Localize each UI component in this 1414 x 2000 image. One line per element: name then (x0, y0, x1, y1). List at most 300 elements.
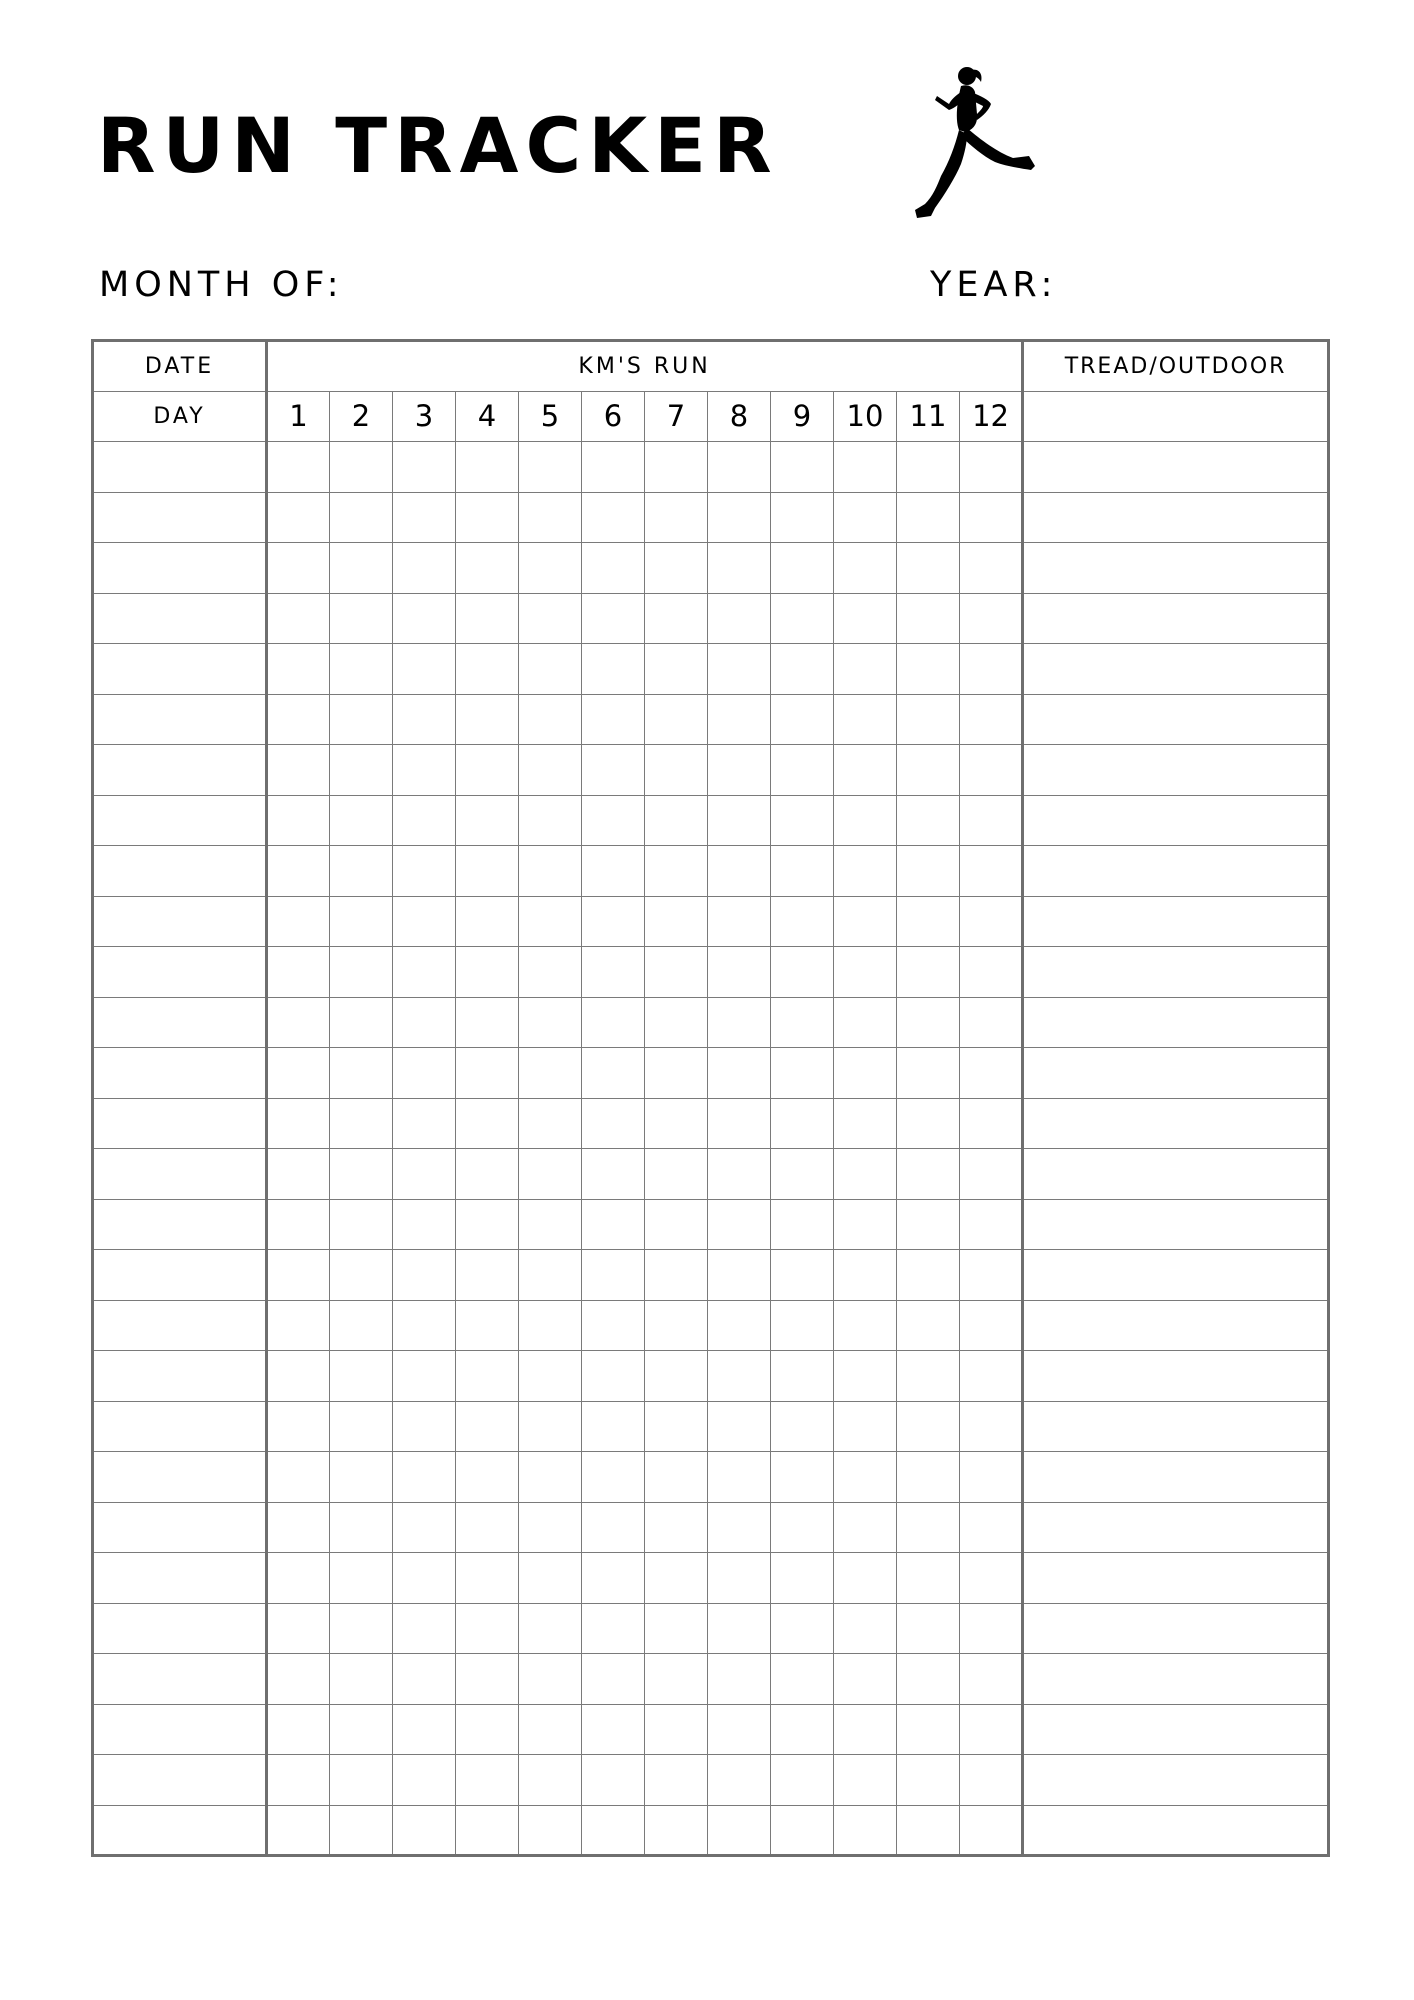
tread-outdoor-cell[interactable] (1023, 896, 1329, 947)
km-cell[interactable] (519, 1704, 582, 1755)
km-cell[interactable] (582, 795, 645, 846)
km-cell[interactable] (708, 1149, 771, 1200)
km-cell[interactable] (645, 997, 708, 1048)
km-cell[interactable] (393, 644, 456, 695)
date-cell[interactable] (93, 1603, 267, 1654)
km-cell[interactable] (645, 694, 708, 745)
km-cell[interactable] (519, 745, 582, 796)
km-cell[interactable] (582, 492, 645, 543)
km-cell[interactable] (456, 947, 519, 998)
date-cell[interactable] (93, 1805, 267, 1856)
km-cell[interactable] (834, 846, 897, 897)
date-cell[interactable] (93, 1654, 267, 1705)
km-cell[interactable] (393, 997, 456, 1048)
km-cell[interactable] (645, 1805, 708, 1856)
km-cell[interactable] (708, 1300, 771, 1351)
km-cell[interactable] (519, 1805, 582, 1856)
date-cell[interactable] (93, 1199, 267, 1250)
km-cell[interactable] (771, 1149, 834, 1200)
km-cell[interactable] (330, 593, 393, 644)
km-cell[interactable] (708, 694, 771, 745)
km-cell[interactable] (519, 1098, 582, 1149)
km-cell[interactable] (960, 492, 1023, 543)
km-cell[interactable] (645, 1351, 708, 1402)
tread-outdoor-cell[interactable] (1023, 1199, 1329, 1250)
km-cell[interactable] (519, 795, 582, 846)
km-cell[interactable] (519, 1401, 582, 1452)
km-cell[interactable] (456, 1250, 519, 1301)
km-cell[interactable] (267, 543, 330, 594)
km-cell[interactable] (519, 846, 582, 897)
km-cell[interactable] (393, 1755, 456, 1806)
km-cell[interactable] (519, 1048, 582, 1099)
km-cell[interactable] (267, 846, 330, 897)
km-cell[interactable] (771, 1755, 834, 1806)
km-cell[interactable] (393, 896, 456, 947)
km-cell[interactable] (519, 1199, 582, 1250)
km-cell[interactable] (330, 1452, 393, 1503)
date-cell[interactable] (93, 1250, 267, 1301)
km-cell[interactable] (708, 1603, 771, 1654)
km-cell[interactable] (645, 1452, 708, 1503)
km-cell[interactable] (267, 947, 330, 998)
km-cell[interactable] (960, 1250, 1023, 1301)
km-cell[interactable] (330, 997, 393, 1048)
km-cell[interactable] (393, 593, 456, 644)
km-cell[interactable] (834, 492, 897, 543)
km-cell[interactable] (960, 1704, 1023, 1755)
km-cell[interactable] (582, 947, 645, 998)
km-cell[interactable] (330, 1098, 393, 1149)
km-cell[interactable] (393, 1654, 456, 1705)
km-cell[interactable] (897, 1300, 960, 1351)
km-cell[interactable] (393, 1098, 456, 1149)
km-cell[interactable] (330, 1401, 393, 1452)
km-cell[interactable] (267, 593, 330, 644)
km-cell[interactable] (519, 1149, 582, 1200)
km-cell[interactable] (771, 997, 834, 1048)
date-cell[interactable] (93, 1502, 267, 1553)
km-cell[interactable] (330, 745, 393, 796)
km-cell[interactable] (771, 1553, 834, 1604)
km-cell[interactable] (897, 846, 960, 897)
km-cell[interactable] (456, 1401, 519, 1452)
km-cell[interactable] (834, 1300, 897, 1351)
km-cell[interactable] (645, 1553, 708, 1604)
km-cell[interactable] (708, 1805, 771, 1856)
km-cell[interactable] (708, 795, 771, 846)
km-cell[interactable] (834, 694, 897, 745)
tread-outdoor-cell[interactable] (1023, 1805, 1329, 1856)
km-cell[interactable] (645, 795, 708, 846)
km-cell[interactable] (582, 694, 645, 745)
km-cell[interactable] (960, 795, 1023, 846)
tread-outdoor-cell[interactable] (1023, 997, 1329, 1048)
km-cell[interactable] (960, 694, 1023, 745)
km-cell[interactable] (834, 1502, 897, 1553)
km-cell[interactable] (960, 1300, 1023, 1351)
km-cell[interactable] (519, 947, 582, 998)
km-cell[interactable] (708, 997, 771, 1048)
km-cell[interactable] (771, 1300, 834, 1351)
km-cell[interactable] (645, 1704, 708, 1755)
km-cell[interactable] (960, 1351, 1023, 1402)
km-cell[interactable] (393, 1401, 456, 1452)
date-cell[interactable] (93, 1351, 267, 1402)
km-cell[interactable] (393, 1250, 456, 1301)
km-cell[interactable] (645, 1048, 708, 1099)
km-cell[interactable] (708, 1250, 771, 1301)
km-cell[interactable] (456, 1805, 519, 1856)
km-cell[interactable] (582, 1704, 645, 1755)
km-cell[interactable] (393, 1452, 456, 1503)
km-cell[interactable] (771, 1351, 834, 1402)
km-cell[interactable] (645, 1250, 708, 1301)
km-cell[interactable] (897, 1351, 960, 1402)
km-cell[interactable] (960, 896, 1023, 947)
tread-outdoor-cell[interactable] (1023, 1755, 1329, 1806)
km-cell[interactable] (393, 947, 456, 998)
km-cell[interactable] (708, 1401, 771, 1452)
km-cell[interactable] (456, 1654, 519, 1705)
km-cell[interactable] (897, 1250, 960, 1301)
km-cell[interactable] (897, 1452, 960, 1503)
km-cell[interactable] (834, 896, 897, 947)
tread-outdoor-cell[interactable] (1023, 1452, 1329, 1503)
km-cell[interactable] (708, 1351, 771, 1402)
tread-outdoor-cell[interactable] (1023, 1654, 1329, 1705)
km-cell[interactable] (330, 1805, 393, 1856)
km-cell[interactable] (582, 1755, 645, 1806)
km-cell[interactable] (393, 492, 456, 543)
km-cell[interactable] (267, 1250, 330, 1301)
km-cell[interactable] (456, 1553, 519, 1604)
tread-outdoor-cell[interactable] (1023, 846, 1329, 897)
km-cell[interactable] (330, 694, 393, 745)
km-cell[interactable] (330, 1250, 393, 1301)
km-cell[interactable] (582, 1149, 645, 1200)
km-cell[interactable] (393, 442, 456, 493)
km-cell[interactable] (960, 997, 1023, 1048)
km-cell[interactable] (456, 1199, 519, 1250)
km-cell[interactable] (960, 1755, 1023, 1806)
km-cell[interactable] (330, 1502, 393, 1553)
km-cell[interactable] (582, 644, 645, 695)
km-cell[interactable] (393, 1704, 456, 1755)
km-cell[interactable] (582, 1805, 645, 1856)
km-cell[interactable] (771, 543, 834, 594)
km-cell[interactable] (960, 745, 1023, 796)
km-cell[interactable] (582, 543, 645, 594)
km-cell[interactable] (897, 543, 960, 594)
km-cell[interactable] (456, 1502, 519, 1553)
date-cell[interactable] (93, 1401, 267, 1452)
km-cell[interactable] (456, 896, 519, 947)
km-cell[interactable] (708, 593, 771, 644)
km-cell[interactable] (960, 1603, 1023, 1654)
km-cell[interactable] (708, 745, 771, 796)
km-cell[interactable] (582, 1654, 645, 1705)
km-cell[interactable] (267, 745, 330, 796)
km-cell[interactable] (393, 1553, 456, 1604)
km-cell[interactable] (267, 896, 330, 947)
km-cell[interactable] (897, 1401, 960, 1452)
km-cell[interactable] (897, 1805, 960, 1856)
km-cell[interactable] (645, 1502, 708, 1553)
km-cell[interactable] (519, 1351, 582, 1402)
km-cell[interactable] (519, 1502, 582, 1553)
tread-outdoor-cell[interactable] (1023, 947, 1329, 998)
km-cell[interactable] (897, 492, 960, 543)
km-cell[interactable] (834, 1351, 897, 1402)
km-cell[interactable] (834, 1755, 897, 1806)
date-cell[interactable] (93, 745, 267, 796)
km-cell[interactable] (834, 1553, 897, 1604)
km-cell[interactable] (267, 1553, 330, 1604)
km-cell[interactable] (456, 1300, 519, 1351)
km-cell[interactable] (582, 997, 645, 1048)
km-cell[interactable] (771, 1098, 834, 1149)
km-cell[interactable] (267, 492, 330, 543)
km-cell[interactable] (897, 593, 960, 644)
km-cell[interactable] (519, 644, 582, 695)
km-cell[interactable] (897, 1199, 960, 1250)
km-cell[interactable] (330, 1603, 393, 1654)
km-cell[interactable] (897, 1704, 960, 1755)
km-cell[interactable] (771, 442, 834, 493)
km-cell[interactable] (267, 694, 330, 745)
km-cell[interactable] (393, 1048, 456, 1099)
tread-outdoor-cell[interactable] (1023, 1351, 1329, 1402)
km-cell[interactable] (519, 1553, 582, 1604)
km-cell[interactable] (456, 593, 519, 644)
km-cell[interactable] (330, 1351, 393, 1402)
km-cell[interactable] (582, 1401, 645, 1452)
km-cell[interactable] (267, 1199, 330, 1250)
km-cell[interactable] (267, 795, 330, 846)
km-cell[interactable] (519, 1250, 582, 1301)
km-cell[interactable] (519, 1654, 582, 1705)
km-cell[interactable] (708, 1452, 771, 1503)
km-cell[interactable] (519, 442, 582, 493)
date-cell[interactable] (93, 795, 267, 846)
km-cell[interactable] (267, 1704, 330, 1755)
km-cell[interactable] (267, 1048, 330, 1099)
km-cell[interactable] (771, 1704, 834, 1755)
km-cell[interactable] (708, 1048, 771, 1099)
km-cell[interactable] (834, 1048, 897, 1099)
km-cell[interactable] (708, 947, 771, 998)
km-cell[interactable] (960, 1654, 1023, 1705)
km-cell[interactable] (330, 846, 393, 897)
km-cell[interactable] (456, 795, 519, 846)
km-cell[interactable] (834, 1654, 897, 1705)
km-cell[interactable] (834, 1805, 897, 1856)
km-cell[interactable] (519, 1300, 582, 1351)
km-cell[interactable] (771, 1502, 834, 1553)
tread-outdoor-cell[interactable] (1023, 795, 1329, 846)
km-cell[interactable] (330, 896, 393, 947)
km-cell[interactable] (456, 543, 519, 594)
km-cell[interactable] (834, 947, 897, 998)
km-cell[interactable] (519, 492, 582, 543)
km-cell[interactable] (897, 644, 960, 695)
km-cell[interactable] (897, 1603, 960, 1654)
km-cell[interactable] (897, 1755, 960, 1806)
km-cell[interactable] (897, 1654, 960, 1705)
km-cell[interactable] (519, 694, 582, 745)
km-cell[interactable] (456, 1149, 519, 1200)
tread-outdoor-cell[interactable] (1023, 543, 1329, 594)
km-cell[interactable] (708, 1654, 771, 1705)
km-cell[interactable] (519, 896, 582, 947)
km-cell[interactable] (708, 543, 771, 594)
km-cell[interactable] (456, 1351, 519, 1402)
km-cell[interactable] (708, 846, 771, 897)
km-cell[interactable] (645, 745, 708, 796)
km-cell[interactable] (582, 896, 645, 947)
km-cell[interactable] (582, 1351, 645, 1402)
date-cell[interactable] (93, 896, 267, 947)
km-cell[interactable] (645, 1755, 708, 1806)
km-cell[interactable] (960, 1048, 1023, 1099)
km-cell[interactable] (834, 1098, 897, 1149)
km-cell[interactable] (456, 442, 519, 493)
tread-outdoor-cell[interactable] (1023, 1502, 1329, 1553)
date-cell[interactable] (93, 1098, 267, 1149)
tread-outdoor-cell[interactable] (1023, 1704, 1329, 1755)
km-cell[interactable] (330, 442, 393, 493)
km-cell[interactable] (708, 1199, 771, 1250)
km-cell[interactable] (645, 1098, 708, 1149)
km-cell[interactable] (393, 1805, 456, 1856)
km-cell[interactable] (393, 1351, 456, 1402)
km-cell[interactable] (771, 1199, 834, 1250)
km-cell[interactable] (645, 1654, 708, 1705)
km-cell[interactable] (834, 1603, 897, 1654)
tread-outdoor-cell[interactable] (1023, 644, 1329, 695)
km-cell[interactable] (708, 1502, 771, 1553)
tread-outdoor-cell[interactable] (1023, 1603, 1329, 1654)
tread-outdoor-cell[interactable] (1023, 1401, 1329, 1452)
km-cell[interactable] (519, 543, 582, 594)
km-cell[interactable] (834, 745, 897, 796)
km-cell[interactable] (393, 1199, 456, 1250)
km-cell[interactable] (267, 1300, 330, 1351)
km-cell[interactable] (960, 1452, 1023, 1503)
date-cell[interactable] (93, 543, 267, 594)
km-cell[interactable] (267, 644, 330, 695)
km-cell[interactable] (330, 1048, 393, 1099)
km-cell[interactable] (960, 1401, 1023, 1452)
tread-outdoor-cell[interactable] (1023, 745, 1329, 796)
km-cell[interactable] (582, 1250, 645, 1301)
km-cell[interactable] (771, 947, 834, 998)
km-cell[interactable] (330, 1704, 393, 1755)
date-cell[interactable] (93, 694, 267, 745)
km-cell[interactable] (645, 1603, 708, 1654)
km-cell[interactable] (771, 745, 834, 796)
km-cell[interactable] (960, 1149, 1023, 1200)
km-cell[interactable] (834, 644, 897, 695)
date-cell[interactable] (93, 1452, 267, 1503)
km-cell[interactable] (771, 846, 834, 897)
km-cell[interactable] (330, 1199, 393, 1250)
km-cell[interactable] (645, 947, 708, 998)
km-cell[interactable] (960, 543, 1023, 594)
km-cell[interactable] (582, 442, 645, 493)
km-cell[interactable] (960, 593, 1023, 644)
km-cell[interactable] (897, 1502, 960, 1553)
km-cell[interactable] (645, 492, 708, 543)
km-cell[interactable] (834, 1401, 897, 1452)
km-cell[interactable] (330, 1553, 393, 1604)
km-cell[interactable] (267, 997, 330, 1048)
date-cell[interactable] (93, 593, 267, 644)
tread-outdoor-cell[interactable] (1023, 1098, 1329, 1149)
km-cell[interactable] (393, 1300, 456, 1351)
km-cell[interactable] (267, 1149, 330, 1200)
km-cell[interactable] (897, 1048, 960, 1099)
km-cell[interactable] (960, 644, 1023, 695)
km-cell[interactable] (834, 997, 897, 1048)
km-cell[interactable] (834, 1250, 897, 1301)
tread-outdoor-cell[interactable] (1023, 1149, 1329, 1200)
km-cell[interactable] (582, 1098, 645, 1149)
km-cell[interactable] (582, 1452, 645, 1503)
date-cell[interactable] (93, 1048, 267, 1099)
km-cell[interactable] (897, 947, 960, 998)
km-cell[interactable] (456, 644, 519, 695)
km-cell[interactable] (645, 1199, 708, 1250)
km-cell[interactable] (771, 1452, 834, 1503)
km-cell[interactable] (897, 997, 960, 1048)
km-cell[interactable] (897, 896, 960, 947)
km-cell[interactable] (582, 745, 645, 796)
km-cell[interactable] (393, 694, 456, 745)
km-cell[interactable] (708, 492, 771, 543)
km-cell[interactable] (456, 1755, 519, 1806)
km-cell[interactable] (330, 492, 393, 543)
km-cell[interactable] (519, 1603, 582, 1654)
tread-outdoor-cell[interactable] (1023, 1250, 1329, 1301)
km-cell[interactable] (960, 1098, 1023, 1149)
date-cell[interactable] (93, 1704, 267, 1755)
km-cell[interactable] (330, 947, 393, 998)
km-cell[interactable] (960, 442, 1023, 493)
date-cell[interactable] (93, 1149, 267, 1200)
km-cell[interactable] (330, 543, 393, 594)
km-cell[interactable] (456, 492, 519, 543)
km-cell[interactable] (897, 1149, 960, 1200)
km-cell[interactable] (645, 1149, 708, 1200)
date-cell[interactable] (93, 997, 267, 1048)
tread-outdoor-cell[interactable] (1023, 1300, 1329, 1351)
km-cell[interactable] (645, 543, 708, 594)
km-cell[interactable] (771, 694, 834, 745)
date-cell[interactable] (93, 442, 267, 493)
km-cell[interactable] (771, 1805, 834, 1856)
km-cell[interactable] (582, 1199, 645, 1250)
km-cell[interactable] (393, 1149, 456, 1200)
km-cell[interactable] (897, 745, 960, 796)
km-cell[interactable] (456, 1603, 519, 1654)
km-cell[interactable] (267, 1654, 330, 1705)
km-cell[interactable] (708, 896, 771, 947)
km-cell[interactable] (330, 1300, 393, 1351)
tread-outdoor-cell[interactable] (1023, 442, 1329, 493)
km-cell[interactable] (834, 543, 897, 594)
